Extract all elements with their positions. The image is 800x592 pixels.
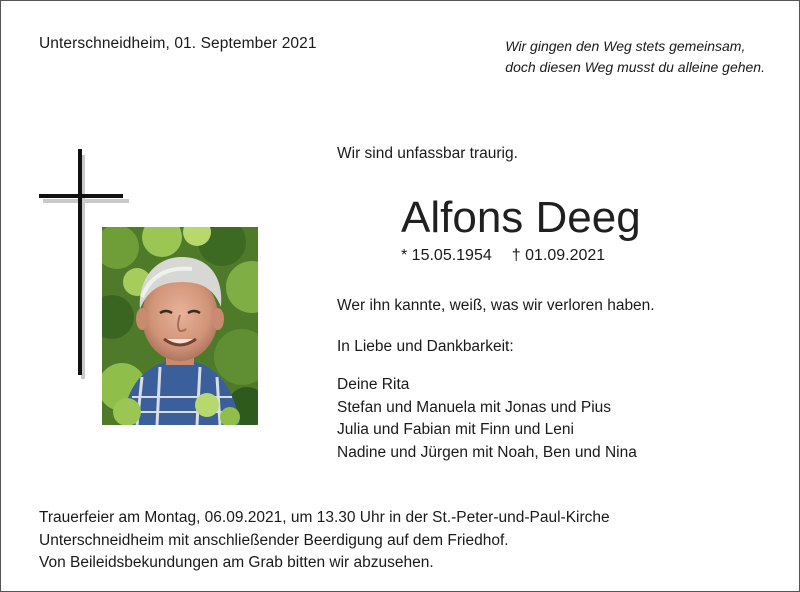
- funeral-line: Von Beileidsbekundungen am Grab bitten wir abzusehen.: [39, 554, 434, 571]
- mourner-line: Deine Rita: [337, 376, 410, 393]
- motto-line: doch diesen Weg musst du alleine gehen.: [505, 59, 765, 75]
- mourner-line: Julia und Fabian mit Finn und Leni: [337, 421, 574, 438]
- quote-text: Wer ihn kannte, weiß, was wir verloren haben.: [337, 297, 655, 314]
- portrait-photo: [102, 227, 258, 425]
- mourner-line: Stefan und Manuela mit Jonas und Pius: [337, 398, 612, 416]
- motto: [505, 36, 765, 78]
- funeral-line: Trauerfeier am Montag, 06.09.2021, um 13.30 Uhr in der St.-Peter-und-Paul-Kirche: [39, 509, 610, 526]
- funeral-line: Unterschneidheim mit anschließender Beerdigung auf dem Friedhof.: [39, 531, 509, 549]
- death-date: † 01.09.2021: [511, 247, 606, 264]
- life-dates: [401, 247, 605, 265]
- love-line: In Liebe und Dankbarkeit:: [337, 338, 514, 355]
- mourners-list: [337, 374, 637, 464]
- deceased-name: Alfons Deeg: [401, 193, 641, 242]
- birth-date: * 15.05.1954: [401, 247, 492, 264]
- intro-text: Wir sind unfassbar traurig.: [337, 145, 518, 162]
- mourner-line: Nadine und Jürgen mit Noah, Ben und Nina: [337, 443, 637, 461]
- motto-line: Wir gingen den Weg stets gemeinsam,: [505, 38, 746, 54]
- place-date: Unterschneidheim, 01. September 2021: [39, 35, 317, 52]
- funeral-details: [39, 507, 610, 575]
